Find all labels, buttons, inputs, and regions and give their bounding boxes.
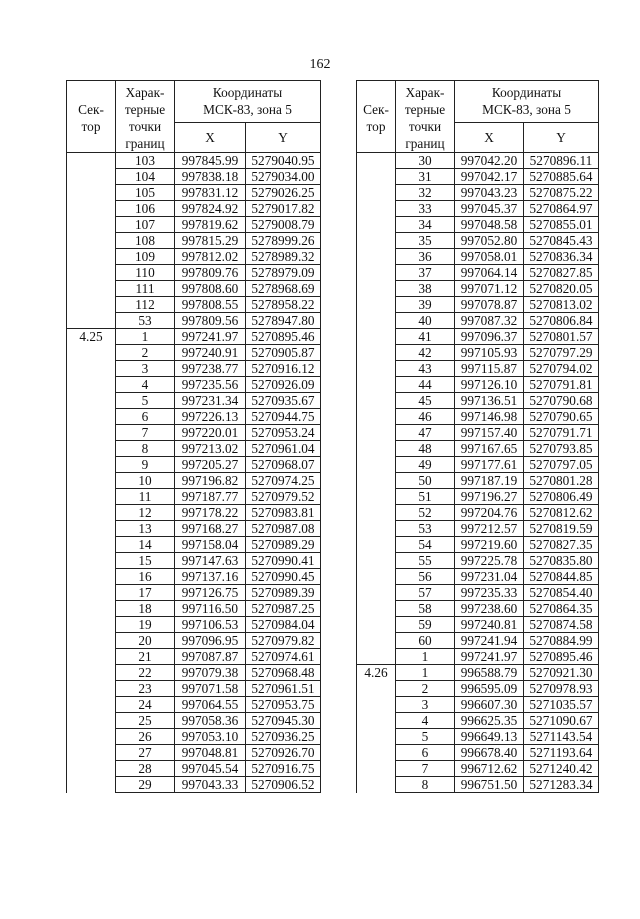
y-coordinate-cell: 5270819.59 (524, 521, 599, 537)
point-number-cell: 42 (396, 345, 455, 361)
point-number-cell: 51 (396, 489, 455, 505)
y-coordinate-cell: 5270790.65 (524, 409, 599, 425)
y-coordinate-cell: 5271035.57 (524, 697, 599, 713)
x-coordinate-cell: 997043.23 (455, 185, 524, 201)
x-coordinate-cell: 997219.60 (455, 537, 524, 553)
x-coordinate-cell: 997226.13 (175, 409, 246, 425)
y-coordinate-cell: 5270836.34 (524, 249, 599, 265)
point-number-cell: 56 (396, 569, 455, 585)
point-number-cell: 18 (116, 601, 175, 617)
x-coordinate-cell: 997205.27 (175, 457, 246, 473)
point-number-cell: 105 (116, 185, 175, 201)
point-number-cell: 26 (116, 729, 175, 745)
header-points (116, 81, 175, 153)
point-number-cell: 19 (116, 617, 175, 633)
header-sector (357, 81, 396, 153)
y-coordinate-cell: 5270813.02 (524, 297, 599, 313)
x-coordinate-cell: 997146.98 (455, 409, 524, 425)
point-number-cell: 4 (116, 377, 175, 393)
point-number-cell: 45 (396, 393, 455, 409)
header-coords-label: Координаты МСК-83, зона 5 (482, 85, 571, 117)
point-number-cell: 27 (116, 745, 175, 761)
point-number-cell: 60 (396, 633, 455, 649)
point-number-cell: 1 (396, 649, 455, 665)
y-coordinate-cell: 5279034.00 (246, 169, 321, 185)
x-coordinate-cell: 997158.04 (175, 537, 246, 553)
x-coordinate-cell: 997157.40 (455, 425, 524, 441)
point-number-cell: 5 (116, 393, 175, 409)
y-coordinate-cell: 5270906.52 (246, 777, 321, 793)
point-number-cell: 52 (396, 505, 455, 521)
x-coordinate-cell: 997187.77 (175, 489, 246, 505)
point-number-cell: 41 (396, 329, 455, 345)
y-coordinate-cell: 5270875.22 (524, 185, 599, 201)
point-number-cell: 17 (116, 585, 175, 601)
x-coordinate-cell: 997808.55 (175, 297, 246, 313)
point-number-cell: 43 (396, 361, 455, 377)
header-y: Y (524, 122, 599, 152)
y-coordinate-cell: 5271090.67 (524, 713, 599, 729)
y-coordinate-cell: 5271283.34 (524, 777, 599, 793)
x-coordinate-cell: 997235.33 (455, 585, 524, 601)
sector-cell (357, 153, 396, 665)
y-coordinate-cell: 5270801.57 (524, 329, 599, 345)
y-coordinate-cell: 5270791.71 (524, 425, 599, 441)
header-coords (175, 81, 321, 123)
x-coordinate-cell: 997053.10 (175, 729, 246, 745)
point-number-cell: 33 (396, 201, 455, 217)
header-coords-label: Координаты МСК-83, зона 5 (203, 85, 292, 117)
table-row (357, 153, 599, 169)
y-coordinate-cell: 5270916.12 (246, 361, 321, 377)
x-coordinate-cell: 996649.13 (455, 729, 524, 745)
x-coordinate-cell: 997042.17 (455, 169, 524, 185)
point-number-cell: 48 (396, 441, 455, 457)
x-coordinate-cell: 996678.40 (455, 745, 524, 761)
y-coordinate-cell: 5270989.39 (246, 585, 321, 601)
x-coordinate-cell: 997126.10 (455, 377, 524, 393)
y-coordinate-cell: 5270953.75 (246, 697, 321, 713)
point-number-cell: 15 (116, 553, 175, 569)
y-coordinate-cell: 5279026.25 (246, 185, 321, 201)
y-coordinate-cell: 5270864.97 (524, 201, 599, 217)
x-coordinate-cell: 997824.92 (175, 201, 246, 217)
x-coordinate-cell: 997187.19 (455, 473, 524, 489)
x-coordinate-cell: 996751.50 (455, 777, 524, 793)
x-coordinate-cell: 997177.61 (455, 457, 524, 473)
table-row (67, 153, 321, 169)
x-coordinate-cell: 997052.80 (455, 233, 524, 249)
y-coordinate-cell: 5270794.02 (524, 361, 599, 377)
y-coordinate-cell: 5279017.82 (246, 201, 321, 217)
header-sector (67, 81, 116, 153)
x-coordinate-cell: 997212.57 (455, 521, 524, 537)
x-coordinate-cell: 997225.78 (455, 553, 524, 569)
point-number-cell: 3 (396, 697, 455, 713)
x-coordinate-cell: 997043.33 (175, 777, 246, 793)
y-coordinate-cell: 5270961.51 (246, 681, 321, 697)
header-y: Y (246, 122, 321, 152)
point-number-cell: 37 (396, 265, 455, 281)
point-number-cell: 107 (116, 217, 175, 233)
y-coordinate-cell: 5270961.04 (246, 441, 321, 457)
x-coordinate-cell: 997241.97 (175, 329, 246, 345)
point-number-cell: 55 (396, 553, 455, 569)
x-coordinate-cell: 997204.76 (455, 505, 524, 521)
y-coordinate-cell: 5270935.67 (246, 393, 321, 409)
x-coordinate-cell: 997808.60 (175, 281, 246, 297)
sector-cell: 4.25 (67, 329, 116, 793)
x-coordinate-cell: 996588.79 (455, 665, 524, 681)
point-number-cell: 25 (116, 713, 175, 729)
y-coordinate-cell: 5270895.46 (524, 649, 599, 665)
point-number-cell: 58 (396, 601, 455, 617)
point-number-cell: 5 (396, 729, 455, 745)
point-number-cell: 21 (116, 649, 175, 665)
x-coordinate-cell: 997812.02 (175, 249, 246, 265)
header-x: X (455, 122, 524, 152)
y-coordinate-cell: 5270926.09 (246, 377, 321, 393)
header-x: X (175, 122, 246, 152)
point-number-cell: 30 (396, 153, 455, 169)
x-coordinate-cell: 997087.32 (455, 313, 524, 329)
x-coordinate-cell: 997231.34 (175, 393, 246, 409)
point-number-cell: 8 (116, 441, 175, 457)
y-coordinate-cell: 5278979.09 (246, 265, 321, 281)
y-coordinate-cell: 5270989.29 (246, 537, 321, 553)
y-coordinate-cell: 5278947.80 (246, 313, 321, 329)
x-coordinate-cell: 997064.14 (455, 265, 524, 281)
point-number-cell: 24 (116, 697, 175, 713)
header-points-label: Харак- терные точки границ (404, 85, 446, 151)
y-coordinate-cell: 5270790.68 (524, 393, 599, 409)
x-coordinate-cell: 997078.87 (455, 297, 524, 313)
point-number-cell: 2 (396, 681, 455, 697)
x-coordinate-cell: 996712.62 (455, 761, 524, 777)
point-number-cell: 39 (396, 297, 455, 313)
x-coordinate-cell: 997838.18 (175, 169, 246, 185)
x-coordinate-cell: 997136.51 (455, 393, 524, 409)
y-coordinate-cell: 5270990.45 (246, 569, 321, 585)
point-number-cell: 23 (116, 681, 175, 697)
y-coordinate-cell: 5271143.54 (524, 729, 599, 745)
point-number-cell: 46 (396, 409, 455, 425)
x-coordinate-cell: 997178.22 (175, 505, 246, 521)
y-coordinate-cell: 5270945.30 (246, 713, 321, 729)
y-coordinate-cell: 5270990.41 (246, 553, 321, 569)
y-coordinate-cell: 5278968.69 (246, 281, 321, 297)
y-coordinate-cell: 5270936.25 (246, 729, 321, 745)
point-number-cell: 36 (396, 249, 455, 265)
point-number-cell: 38 (396, 281, 455, 297)
coordinates-table-left (66, 80, 321, 793)
y-coordinate-cell: 5270827.85 (524, 265, 599, 281)
point-number-cell: 16 (116, 569, 175, 585)
x-coordinate-cell: 996595.09 (455, 681, 524, 697)
x-coordinate-cell: 996625.35 (455, 713, 524, 729)
x-coordinate-cell: 997238.60 (455, 601, 524, 617)
y-coordinate-cell: 5270979.82 (246, 633, 321, 649)
x-coordinate-cell: 997196.27 (455, 489, 524, 505)
y-coordinate-cell: 5270885.64 (524, 169, 599, 185)
header-points-label: Харак- терные точки границ (124, 85, 166, 151)
point-number-cell: 28 (116, 761, 175, 777)
x-coordinate-cell: 997815.29 (175, 233, 246, 249)
x-coordinate-cell: 996607.30 (455, 697, 524, 713)
coordinates-table-right (356, 80, 599, 793)
y-coordinate-cell: 5270905.87 (246, 345, 321, 361)
x-coordinate-cell: 997071.12 (455, 281, 524, 297)
y-coordinate-cell: 5270844.85 (524, 569, 599, 585)
y-coordinate-cell: 5270791.81 (524, 377, 599, 393)
x-coordinate-cell: 997235.56 (175, 377, 246, 393)
x-coordinate-cell: 997045.37 (455, 201, 524, 217)
y-coordinate-cell: 5270884.99 (524, 633, 599, 649)
x-coordinate-cell: 997231.04 (455, 569, 524, 585)
point-number-cell: 3 (116, 361, 175, 377)
y-coordinate-cell: 5270895.46 (246, 329, 321, 345)
y-coordinate-cell: 5271193.64 (524, 745, 599, 761)
point-number-cell: 31 (396, 169, 455, 185)
point-number-cell: 7 (116, 425, 175, 441)
x-coordinate-cell: 997096.95 (175, 633, 246, 649)
x-coordinate-cell: 997809.56 (175, 313, 246, 329)
x-coordinate-cell: 997809.76 (175, 265, 246, 281)
x-coordinate-cell: 997220.01 (175, 425, 246, 441)
y-coordinate-cell: 5270827.35 (524, 537, 599, 553)
table-row (67, 329, 321, 345)
point-number-cell: 49 (396, 457, 455, 473)
point-number-cell: 104 (116, 169, 175, 185)
point-number-cell: 14 (116, 537, 175, 553)
point-number-cell: 6 (396, 745, 455, 761)
x-coordinate-cell: 997105.93 (455, 345, 524, 361)
point-number-cell: 108 (116, 233, 175, 249)
point-number-cell: 53 (116, 313, 175, 329)
x-coordinate-cell: 997058.36 (175, 713, 246, 729)
y-coordinate-cell: 5278999.26 (246, 233, 321, 249)
x-coordinate-cell: 997168.27 (175, 521, 246, 537)
y-coordinate-cell: 5270864.35 (524, 601, 599, 617)
x-coordinate-cell: 997058.01 (455, 249, 524, 265)
sector-cell (67, 153, 116, 329)
point-number-cell: 34 (396, 217, 455, 233)
y-coordinate-cell: 5270978.93 (524, 681, 599, 697)
y-coordinate-cell: 5270801.28 (524, 473, 599, 489)
point-number-cell: 29 (116, 777, 175, 793)
point-number-cell: 54 (396, 537, 455, 553)
sector-cell: 4.26 (357, 665, 396, 793)
point-number-cell: 6 (116, 409, 175, 425)
table-row (357, 665, 599, 681)
x-coordinate-cell: 997115.87 (455, 361, 524, 377)
point-number-cell: 2 (116, 345, 175, 361)
y-coordinate-cell: 5270845.43 (524, 233, 599, 249)
point-number-cell: 8 (396, 777, 455, 793)
y-coordinate-cell: 5270979.52 (246, 489, 321, 505)
point-number-cell: 35 (396, 233, 455, 249)
x-coordinate-cell: 997819.62 (175, 217, 246, 233)
point-number-cell: 22 (116, 665, 175, 681)
point-number-cell: 112 (116, 297, 175, 313)
page-number: 162 (309, 57, 331, 72)
y-coordinate-cell: 5270974.61 (246, 649, 321, 665)
y-coordinate-cell: 5270797.05 (524, 457, 599, 473)
y-coordinate-cell: 5270987.25 (246, 601, 321, 617)
x-coordinate-cell: 997241.94 (455, 633, 524, 649)
x-coordinate-cell: 997241.97 (455, 649, 524, 665)
y-coordinate-cell: 5270806.84 (524, 313, 599, 329)
x-coordinate-cell: 997106.53 (175, 617, 246, 633)
y-coordinate-cell: 5270854.40 (524, 585, 599, 601)
y-coordinate-cell: 5270896.11 (524, 153, 599, 169)
x-coordinate-cell: 997238.77 (175, 361, 246, 377)
y-coordinate-cell: 5270944.75 (246, 409, 321, 425)
point-number-cell: 106 (116, 201, 175, 217)
x-coordinate-cell: 997079.38 (175, 665, 246, 681)
right-table-body (357, 153, 599, 793)
point-number-cell: 111 (116, 281, 175, 297)
point-number-cell: 4 (396, 713, 455, 729)
point-number-cell: 57 (396, 585, 455, 601)
x-coordinate-cell: 997042.20 (455, 153, 524, 169)
y-coordinate-cell: 5270820.05 (524, 281, 599, 297)
y-coordinate-cell: 5278989.32 (246, 249, 321, 265)
y-coordinate-cell: 5278958.22 (246, 297, 321, 313)
y-coordinate-cell: 5279040.95 (246, 153, 321, 169)
y-coordinate-cell: 5270968.07 (246, 457, 321, 473)
point-number-cell: 11 (116, 489, 175, 505)
point-number-cell: 59 (396, 617, 455, 633)
point-number-cell: 53 (396, 521, 455, 537)
y-coordinate-cell: 5270855.01 (524, 217, 599, 233)
header-sector-label: Сек- тор (78, 102, 104, 134)
point-number-cell: 44 (396, 377, 455, 393)
point-number-cell: 9 (116, 457, 175, 473)
y-coordinate-cell: 5270812.62 (524, 505, 599, 521)
x-coordinate-cell: 997048.81 (175, 745, 246, 761)
point-number-cell: 13 (116, 521, 175, 537)
point-number-cell: 110 (116, 265, 175, 281)
x-coordinate-cell: 997196.82 (175, 473, 246, 489)
x-coordinate-cell: 997240.81 (455, 617, 524, 633)
y-coordinate-cell: 5270874.58 (524, 617, 599, 633)
point-number-cell: 103 (116, 153, 175, 169)
y-coordinate-cell: 5279008.79 (246, 217, 321, 233)
point-number-cell: 1 (396, 665, 455, 681)
point-number-cell: 50 (396, 473, 455, 489)
point-number-cell: 20 (116, 633, 175, 649)
x-coordinate-cell: 997045.54 (175, 761, 246, 777)
header-sector-label: Сек- тор (363, 102, 389, 134)
x-coordinate-cell: 997240.91 (175, 345, 246, 361)
point-number-cell: 1 (116, 329, 175, 345)
point-number-cell: 47 (396, 425, 455, 441)
left-table-body (67, 153, 321, 793)
x-coordinate-cell: 997137.16 (175, 569, 246, 585)
y-coordinate-cell: 5271240.42 (524, 761, 599, 777)
x-coordinate-cell: 997845.99 (175, 153, 246, 169)
x-coordinate-cell: 997831.12 (175, 185, 246, 201)
y-coordinate-cell: 5270983.81 (246, 505, 321, 521)
header-coords (455, 81, 599, 123)
y-coordinate-cell: 5270916.75 (246, 761, 321, 777)
x-coordinate-cell: 997087.87 (175, 649, 246, 665)
x-coordinate-cell: 997096.37 (455, 329, 524, 345)
y-coordinate-cell: 5270926.70 (246, 745, 321, 761)
point-number-cell: 10 (116, 473, 175, 489)
y-coordinate-cell: 5270974.25 (246, 473, 321, 489)
x-coordinate-cell: 997064.55 (175, 697, 246, 713)
point-number-cell: 109 (116, 249, 175, 265)
y-coordinate-cell: 5270921.30 (524, 665, 599, 681)
x-coordinate-cell: 997147.63 (175, 553, 246, 569)
x-coordinate-cell: 997126.75 (175, 585, 246, 601)
x-coordinate-cell: 997213.02 (175, 441, 246, 457)
point-number-cell: 32 (396, 185, 455, 201)
x-coordinate-cell: 997048.58 (455, 217, 524, 233)
y-coordinate-cell: 5270797.29 (524, 345, 599, 361)
y-coordinate-cell: 5270835.80 (524, 553, 599, 569)
point-number-cell: 7 (396, 761, 455, 777)
x-coordinate-cell: 997116.50 (175, 601, 246, 617)
x-coordinate-cell: 997167.65 (455, 441, 524, 457)
y-coordinate-cell: 5270806.49 (524, 489, 599, 505)
y-coordinate-cell: 5270968.48 (246, 665, 321, 681)
y-coordinate-cell: 5270793.85 (524, 441, 599, 457)
x-coordinate-cell: 997071.58 (175, 681, 246, 697)
point-number-cell: 12 (116, 505, 175, 521)
y-coordinate-cell: 5270953.24 (246, 425, 321, 441)
point-number-cell: 40 (396, 313, 455, 329)
header-points (396, 81, 455, 153)
y-coordinate-cell: 5270984.04 (246, 617, 321, 633)
y-coordinate-cell: 5270987.08 (246, 521, 321, 537)
